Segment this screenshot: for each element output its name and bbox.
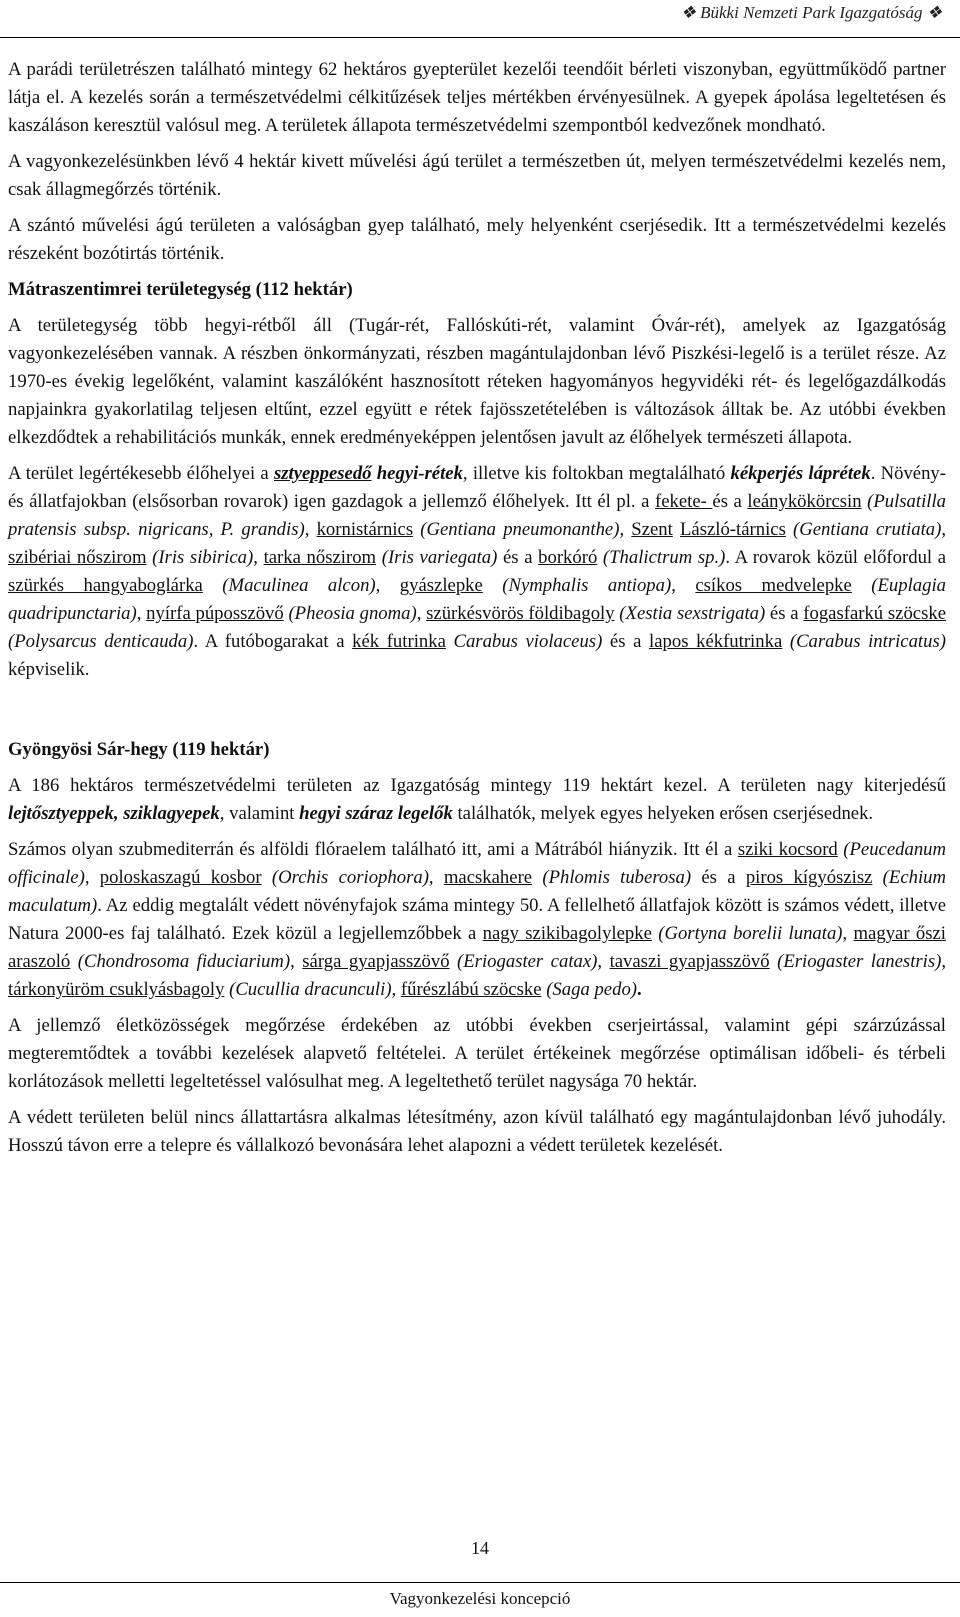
text-run: (Thalictrum sp.): [597, 547, 726, 568]
text-run: sztyeppesedő: [273, 463, 372, 484]
header-title: ❖ Bükki Nemzeti Park Igazgatóság ❖: [680, 3, 942, 22]
paragraph-matraszentimre-species: [8, 460, 946, 684]
text-run: . Az eddig megtalált védett növényfajok száma mintegy 50. A fellelhető állatfajok között is számos védett, illetve Natura 2000-es faj található. Ezek közül a legjellemzőbbek a: [8, 895, 946, 944]
text-run: (Eriogaster catax): [449, 951, 598, 972]
text-run: ,: [84, 867, 100, 888]
text-run: hegyi-rétek: [376, 463, 463, 484]
text-run: kornistárnics: [316, 519, 414, 540]
text-run: macskahere: [443, 867, 533, 888]
text-run: (Gortyna borelii lunata): [651, 923, 843, 944]
text-run: fogasfarkú szöcske: [803, 603, 946, 624]
text-run: ,: [253, 547, 264, 568]
text-run: magyar őszi araszoló: [8, 923, 946, 972]
document-body: [8, 56, 946, 1168]
text-run: leánykökörcsin: [747, 491, 862, 512]
text-run: képviselik.: [8, 659, 90, 680]
text-run: ,: [136, 603, 147, 624]
paragraph-sarhegy-species: [8, 836, 946, 1004]
text-run: , illetve kis foltokban megtalálható: [462, 463, 731, 484]
text-run: ,: [391, 979, 401, 1000]
text-run: lejtősztyeppek, sziklagyepek: [8, 803, 220, 824]
text-run: sárga gyapjasszövő: [302, 951, 450, 972]
text-run: , valamint: [219, 803, 300, 824]
text-run: (Pheosia gnoma): [283, 603, 417, 624]
text-run: ,: [597, 951, 610, 972]
text-run: ,: [416, 603, 427, 624]
text-run: találhatók, melyek egyes helyeken erősen cserjésednek.: [452, 803, 874, 824]
text-run: és a: [497, 547, 539, 568]
text-run: . Növény- és állatfajokban (elsősorban rovarok) igen gazdagok a jellemző élőhelyek. Itt él pl. a: [8, 463, 946, 512]
text-run: sziki kocsord: [737, 839, 838, 860]
text-run: tárkonyüröm csuklyásbagoly: [8, 979, 225, 1000]
page-header: [0, 0, 960, 46]
text-run: . A rovarok közül előfordul a: [725, 547, 947, 568]
text-run: (Nymphalis antiopa): [482, 575, 672, 596]
text-run: poloskaszagú kosbor: [99, 867, 262, 888]
text-run: (Euplagia quadripunctaria): [8, 575, 947, 624]
text-run: (Peucedanum officinale): [8, 839, 946, 888]
text-run: ,: [290, 951, 303, 972]
page-footer: Vagyonkezelési koncepció: [0, 1582, 960, 1617]
text-run: (Polysarcus denticauda): [8, 631, 194, 652]
paragraph-paradi: A parádi területrészen található mintegy 62 hektáros gyepterület kezelői teendőit bérleti viszonyban, együttműködő partner látja el. A kezelés során a természetvédelmi célkitűzések teljes mértékben érvényesülnek. A gyepek ápolása legeltetésen és kaszáláson keresztül valósul meg. A területek állapota természetvédelmi szempontból kedvezőnek mondható.: [8, 59, 946, 136]
text-run: és a: [691, 867, 746, 888]
text-run: és a: [765, 603, 804, 624]
text-run: piros kígyószisz: [745, 867, 873, 888]
text-run: tarka nőszirom: [263, 547, 377, 568]
text-run: csíkos medvelepke: [695, 575, 852, 596]
text-run: nagy szikibagolylepke: [482, 923, 652, 944]
paragraph-szanto: A szántó művelési ágú területen a valóságban gyep található, mely helyenként cserjésedik. Itt a természetvédelmi kezelés részeként bozótirtás történik.: [8, 215, 946, 264]
text-run: [673, 519, 680, 540]
text-run: ,: [619, 519, 632, 540]
text-run: László-tárnics: [680, 519, 786, 540]
text-run: (Chondrosoma fiduciarium): [70, 951, 291, 972]
paragraph-sarhegy-livestock: A védett területen belül nincs állattartásra alkalmas létesítmény, azon kívül található egy magántulajdonban lévő juhodály. Hosszú távon erre a telepre és vállalkozó bevonására lehet alapozni a védett területek kezelését.: [8, 1107, 946, 1156]
text-run: (Iris sibirica): [146, 547, 254, 568]
section-gap: [8, 692, 946, 736]
paragraph-sarhegy-management: A jellemző életközösségek megőrzése érdekében az utóbbi években cserjeirtással, valamint gépi szárzúzással megteremtődtek a további kezelések alapvető feltételei. A terület értékeinek megőrzése optimálisan időbeli- és térbeli korlátozások melletti legeltetéssel valósulhat meg. A legeltethető terület nagysága 70 hektár.: [8, 1015, 946, 1092]
text-run: (Orchis coriophora): [261, 867, 429, 888]
text-run: szibériai nőszirom: [8, 547, 147, 568]
text-run: (Iris variegata): [376, 547, 498, 568]
text-run: kék futrinka: [352, 631, 446, 652]
text-run: szürkésvörös földibagoly: [426, 603, 615, 624]
text-run: .: [637, 979, 642, 1000]
text-run: A terület legértékesebb élőhelyei a: [8, 463, 274, 484]
text-run: . A futóbogarakat a: [193, 631, 353, 652]
paragraph-matraszentimre-intro: A területegység több hegyi-rétből áll (Tugár-rét, Fallóskúti-rét, valamint Óvár-rét), amelyek az Igazgatóság vagyonkezelésében vannak. A részben önkormányzati, részben magántulajdonban lévő Piszkési-legelő is a terület része. Az 1970-es évekig legelőként, valamint kaszálóként hasznosított réteken hagyományos hegyvidéki rét- és legelőgazdálkodás napjainkra gyakorlatilag teljesen eltűnt, ezzel együtt e rétek fajösszetételében is változások álltak be. Az utóbbi években elkezdődtek a rehabilitációs munkák, ennek eredményeképpen jelentősen javult az élőhelyek természeti állapota.: [8, 315, 946, 448]
header-rule: [0, 37, 960, 38]
text-run: (Gentiana crutiata): [785, 519, 942, 540]
text-run: ,: [375, 575, 400, 596]
text-run: hegyi száraz legelők: [299, 803, 453, 824]
text-run: Carabus violaceus): [445, 631, 603, 652]
text-run: nyírfa púposszövő: [146, 603, 284, 624]
text-run: Számos olyan szubmediterrán és alföldi flóraelem található itt, ami a Mátrából hiányzik. Itt él a: [8, 839, 738, 860]
text-run: (Echium maculatum): [8, 867, 946, 916]
text-run: ,: [671, 575, 696, 596]
text-run: borkóró: [538, 547, 598, 568]
text-run: gyászlepke: [399, 575, 483, 596]
text-run: A 186 hektáros természetvédelmi területen az Igazgatóság mintegy 119 hektárt kezel. A területen nagy kiterjedésű: [8, 775, 946, 796]
text-run: (Cucullia dracunculi): [224, 979, 392, 1000]
text-run: fekete-: [655, 491, 713, 512]
text-run: (Pulsatilla pratensis subsp. nigricans, P. grandis): [8, 491, 946, 540]
text-run: fűrészlábú szöcske: [400, 979, 542, 1000]
text-run: ,: [428, 867, 444, 888]
text-run: ,: [941, 951, 947, 972]
text-run: és a: [602, 631, 650, 652]
section-title-matraszentimre: Mátraszentimrei területegység (112 hektár): [8, 279, 353, 300]
text-run: (Eriogaster lanestris): [769, 951, 942, 972]
paragraph-sarhegy-intro: [8, 772, 946, 828]
text-run: ,: [304, 519, 317, 540]
section-title-sarhegy: Gyöngyösi Sár-hegy (119 hektár): [8, 739, 270, 760]
text-run: (Saga pedo): [541, 979, 638, 1000]
text-run: és a: [712, 491, 748, 512]
text-run: (Gentiana pneumonanthe): [413, 519, 620, 540]
text-run: (Xestia sexstrigata): [614, 603, 766, 624]
text-run: kékperjés láprétek: [730, 463, 871, 484]
paragraph-kivett: A vagyonkezelésünkben lévő 4 hektár kivett művelési ágú terület a természetben út, melyen természetvédelmi kezelés nem, csak állagmegőrzés történik.: [8, 151, 946, 200]
text-run: Szent: [631, 519, 673, 540]
text-run: szürkés hangyaboglárka: [8, 575, 203, 596]
text-run: (Carabus intricatus): [782, 631, 946, 652]
text-run: ,: [842, 923, 854, 944]
text-run: (Maculinea alcon): [202, 575, 376, 596]
text-run: lapos kékfutrinka: [649, 631, 783, 652]
text-run: ,: [941, 519, 947, 540]
text-run: tavaszi gyapjasszövő: [609, 951, 770, 972]
page-number: 14: [471, 1538, 489, 1558]
text-run: (Phlomis tuberosa): [532, 867, 692, 888]
